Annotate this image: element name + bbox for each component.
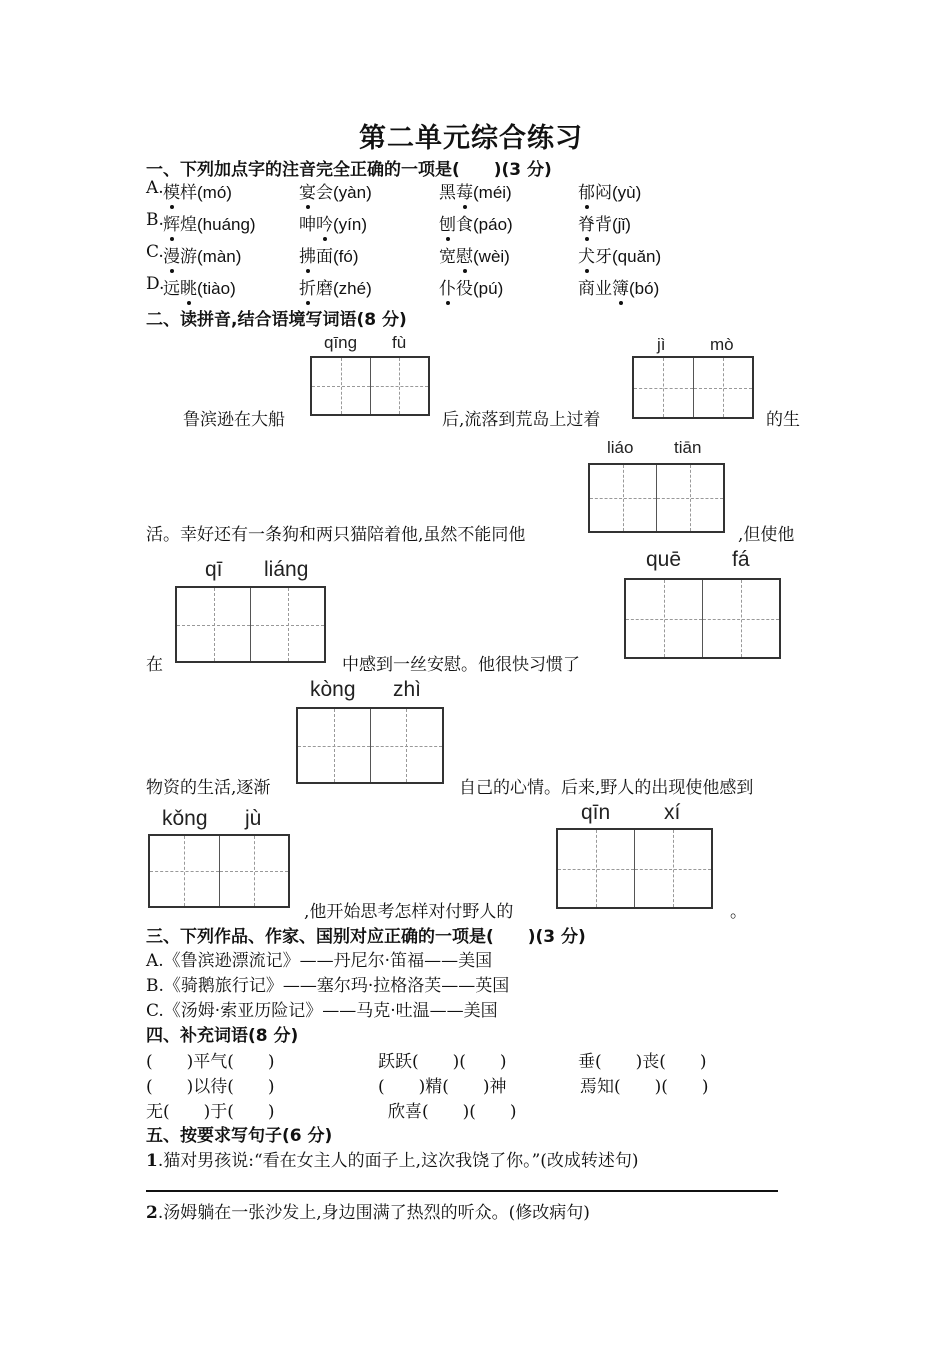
dotted-char: 莓 (456, 178, 473, 203)
word-part: 样 (180, 183, 197, 203)
q4-item: 焉知( )( ) (580, 1077, 709, 1097)
write-box-5[interactable] (624, 578, 781, 659)
pinyin: (jǐ) (612, 215, 631, 234)
q4-item: 跃跃( )( ) (378, 1052, 507, 1072)
q2-text-6: 在 (146, 655, 163, 675)
q5-item-1-number: 1 (146, 1151, 158, 1171)
q1-word (299, 242, 359, 267)
pinyin-5a: quē (646, 548, 682, 571)
q2-text-9: 自己的心情。后来,野人的出现使他感到 (459, 778, 754, 798)
pinyin: (bó) (629, 279, 660, 298)
pinyin-1b: fù (392, 333, 407, 352)
pinyin: (mó) (197, 183, 232, 202)
q5-item-2-text: .汤姆躺在一张沙发上,身边围满了热烈的听众。(修改病句) (157, 1203, 590, 1223)
q3-option-b: B.《骑鹅旅行记》——塞尔玛·拉格洛芙——英国 (146, 976, 510, 996)
q1-word (163, 274, 236, 299)
word-part: 闷 (595, 183, 612, 203)
pinyin-7a: kǒng (162, 807, 208, 830)
q2-text-11: 。 (730, 902, 747, 922)
q2-text-3: 的生 (766, 410, 800, 430)
word-part: 呻 (299, 215, 316, 235)
q4-item: ( )精( )神 (378, 1077, 507, 1097)
word-part: 远 (163, 279, 180, 299)
pinyin-3b: tiān (674, 438, 702, 457)
pinyin: (quǎn) (612, 247, 662, 266)
word-part: 宽 (439, 247, 456, 267)
q2-text-4: 活。幸好还有一条狗和两只猫陪着他,虽然不能同他 (146, 525, 526, 545)
dotted-char: 簿 (612, 274, 629, 299)
pinyin: (páo) (473, 215, 513, 234)
q1-option-label: C. (146, 242, 164, 262)
q2-text-2: 后,流落到荒岛上过着 (442, 410, 601, 430)
word-part: 会 (316, 183, 333, 203)
page-title: 第二单元综合练习 (359, 123, 583, 154)
write-box-6[interactable] (296, 707, 444, 784)
dotted-char: 漫 (163, 242, 180, 267)
dotted-char: 仆 (439, 274, 456, 299)
write-box-7[interactable] (148, 834, 290, 908)
write-box-3[interactable] (588, 463, 725, 533)
q3-option-c: C.《汤姆·索亚历险记》——马克·吐温——美国 (146, 1001, 498, 1021)
dotted-char: 辉 (163, 210, 180, 235)
write-box-2[interactable] (632, 356, 754, 419)
write-box-4[interactable] (175, 586, 326, 663)
pinyin-2b: mò (710, 335, 734, 354)
q1-word (578, 274, 659, 299)
dotted-char: 脊 (578, 210, 595, 235)
pinyin: (fó) (333, 247, 359, 266)
dotted-char: 慰 (456, 242, 473, 267)
pinyin-7b: jù (245, 807, 262, 830)
pinyin-8b: xí (664, 801, 681, 824)
q1-word (439, 242, 510, 267)
pinyin-6a: kòng (310, 678, 356, 701)
q1-option-label: A. (146, 178, 164, 198)
q4-item: ( )平气( ) (146, 1052, 275, 1072)
q1-word (163, 242, 241, 267)
pinyin-1a: qīng (324, 333, 358, 352)
pinyin-4a: qī (205, 558, 223, 581)
pinyin: (yàn) (333, 183, 372, 202)
q5-item-1 (146, 1146, 639, 1171)
dotted-char: 郁 (578, 178, 595, 203)
q1-word (299, 274, 372, 299)
dotted-char: 宴 (299, 178, 316, 203)
q5-item-2-number: 2 (146, 1203, 158, 1223)
q4-item: ( )以待( ) (146, 1077, 275, 1097)
q2-text-8: 物资的生活,逐渐 (146, 778, 271, 798)
pinyin: (tiào) (197, 279, 236, 298)
pinyin-5b: fá (732, 548, 750, 571)
q1-word (578, 210, 631, 235)
q2-text-1: 鲁滨逊在大船 (183, 410, 285, 430)
dotted-char: 眺 (180, 274, 197, 299)
q1-word (578, 242, 661, 267)
q4-item: 欣喜( )( ) (388, 1102, 517, 1122)
pinyin-2a: jì (657, 335, 666, 354)
q4-item: 无( )于( ) (146, 1102, 275, 1122)
q3-option-a: A.《鲁滨逊漂流记》——丹尼尔·笛福——美国 (146, 951, 493, 971)
q1-option-label: B. (146, 210, 164, 230)
q4-item: 垂( )丧( ) (578, 1052, 707, 1072)
word-part: 游 (180, 247, 197, 267)
q1-option-label: D. (146, 274, 165, 294)
word-part: 磨 (316, 279, 333, 299)
q1-word (578, 178, 641, 203)
word-part: 牙 (595, 247, 612, 267)
q1-word (163, 210, 256, 235)
word-part: 商业 (578, 279, 612, 299)
word-part: 面 (316, 247, 333, 267)
q2-heading: 二、读拼音,结合语境写词语(8 分) (146, 310, 407, 330)
q1-word (439, 178, 512, 203)
write-box-1[interactable] (310, 356, 430, 416)
dotted-char: 模 (163, 178, 180, 203)
dotted-char: 犬 (578, 242, 595, 267)
q1-word (163, 178, 232, 203)
q4-heading: 四、补充词语(8 分) (146, 1026, 299, 1046)
q1-word (299, 210, 367, 235)
q5-heading: 五、按要求写句子(6 分) (146, 1126, 333, 1146)
answer-line[interactable] (146, 1190, 778, 1192)
word-part: 食 (456, 215, 473, 235)
pinyin: (wèi) (473, 247, 510, 266)
q2-text-10: ,他开始思考怎样对付野人的 (304, 902, 514, 922)
q2-text-5: ,但使他 (738, 525, 795, 545)
q2-text-7: 中感到一丝安慰。他很快习惯了 (342, 655, 580, 675)
pinyin: (yín) (333, 215, 367, 234)
dotted-char: 折 (299, 274, 316, 299)
pinyin: (pú) (473, 279, 504, 298)
pinyin: (màn) (197, 247, 242, 266)
q3-heading: 三、下列作品、作家、国别对应正确的一项是( )(3 分) (146, 927, 586, 947)
pinyin-6b: zhì (393, 678, 422, 701)
dotted-char: 吟 (316, 210, 333, 235)
pinyin: (huáng) (197, 215, 256, 234)
pinyin-3a: liáo (607, 438, 634, 457)
pinyin-4b: liáng (264, 558, 309, 581)
q1-word (439, 210, 513, 235)
word-part: 黑 (439, 183, 456, 203)
q5-item-1-text: .猫对男孩说:“看在女主人的面子上,这次我饶了你。”(改成转述句) (157, 1151, 639, 1171)
q5-item-2 (146, 1198, 590, 1223)
q1-heading: 一、下列加点字的注音完全正确的一项是( )(3 分) (146, 160, 552, 180)
q1-word (439, 274, 503, 299)
pinyin: (méi) (473, 183, 512, 202)
write-box-8[interactable] (556, 828, 713, 909)
word-part: 役 (456, 279, 473, 299)
pinyin: (zhé) (333, 279, 372, 298)
dotted-char: 刨 (439, 210, 456, 235)
pinyin: (yù) (612, 183, 642, 202)
word-part: 煌 (180, 215, 197, 235)
q1-word (299, 178, 372, 203)
pinyin-8a: qīn (581, 801, 611, 824)
word-part: 背 (595, 215, 612, 235)
dotted-char: 拂 (299, 242, 316, 267)
